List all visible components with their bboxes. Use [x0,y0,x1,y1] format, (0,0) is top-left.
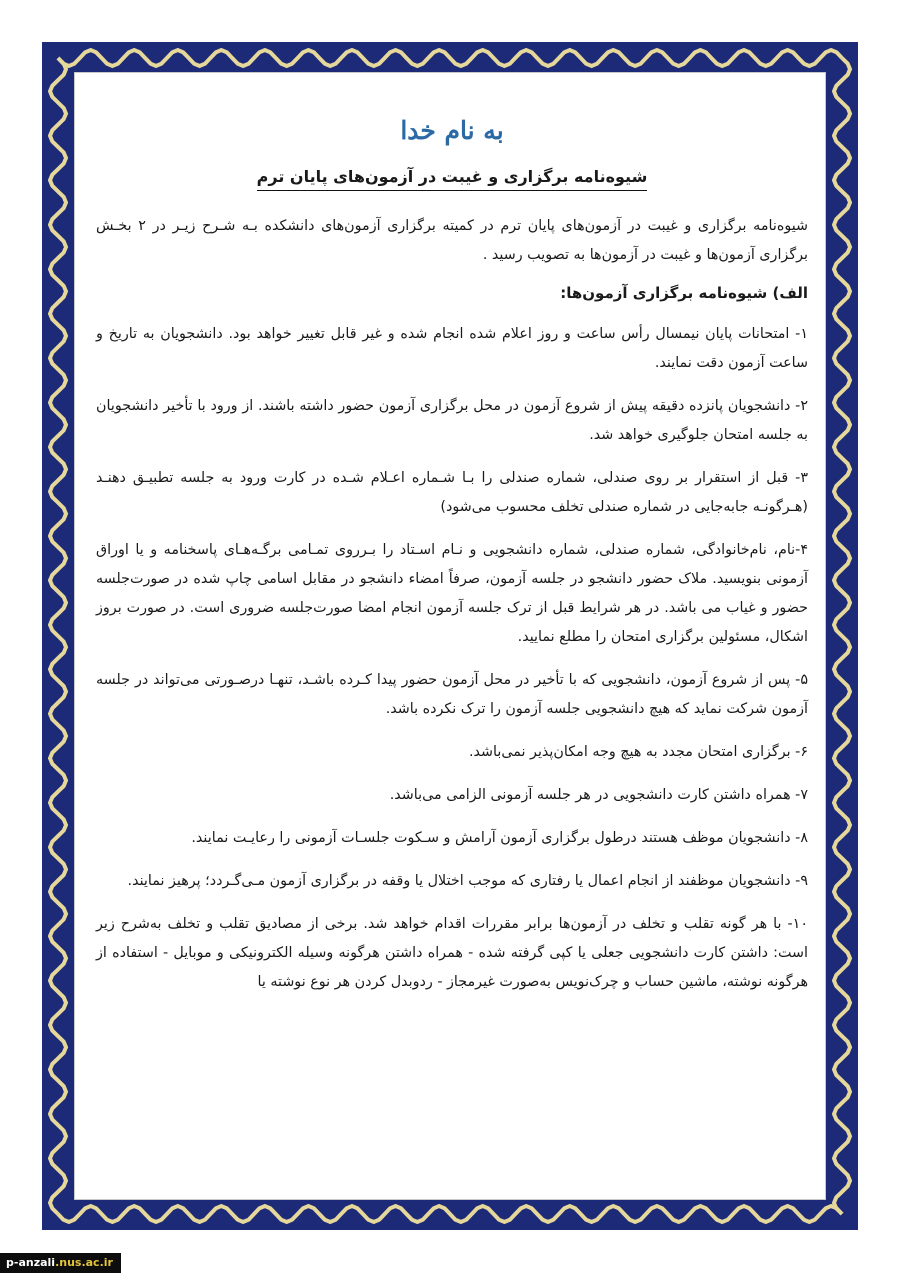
document-content [96,92,808,1011]
bismillah-heading: به نام خدا [400,116,504,145]
rule-1: ۱- امتحانات پایان نیمسال رأس ساعت و روز اعلام شده انجام شده و غیر قابل تغییر خواهد بود. دانشجویان به تاریخ و ساعت آزمون دقت نمایند. [96,326,808,371]
site-watermark [0,1253,121,1273]
rule-3: ۳- قبل از استقرار بر روی صندلی، شماره صندلی را بـا شـماره اعـلام شـده در کارت ورود به جلسه تطبیـق دهنـد (هـرگونـه جابه‌جایی در شماره صندلی تخلف محسوب می‌شود) [96,470,808,515]
rule-2: ۲- دانشجویان پانزده دقیقه پیش از شروع آزمون در محل برگزاری آزمون حضور داشته باشند. از ورود با تأخیر دانشجویان به جلسه امتحان جلوگیری خواهد شد. [96,398,808,443]
rule-6: ۶- برگزاری امتحان مجدد به هیچ وجه امکان‌پذیر نمی‌باشد. [468,744,808,760]
rule-5: ۵- پس از شروع آزمون، دانشجویی که با تأخیر در محل آزمون حضور پیدا کـرده باشـد، تنهـا درصـورتی می‌تواند در جلسه آزمون شرکت نماید که هیچ دانشجویی جلسه آزمون را ترک نکرده باشد. [96,672,808,717]
border-wave [50,58,66,1214]
rule-8: ۸- دانشجویان موظف هستند درطول برگزاری آزمون آرامش و سـکوت جلسـات آزمونی را رعایـت نمایند. [191,830,808,846]
site-suffix: .nus.ac.ir [55,1256,113,1269]
border-wave [834,58,850,1214]
rule-4: ۴-نام، نام‌خانوادگی، شماره صندلی، شماره دانشجویی و نـام اسـتاد را بـرروی تمـامی برگـه‌هـای پاسخنامه و یا اوراق آزمونی بنویسید. ملاک حضور دانشجو در جلسه آزمون، صرفاً امضاء دانشجو در مقابل اسامی چاپ شده در صورت‌جلسه حضور و غیاب می باشد. در هر شرایط قبل از ترک جلسه آزمون انجام امضا صورت‌جلسه ضروری است. در صورت بروز اشکال، مسئولین برگزاری امتحان را مطلع نمایید. [96,542,808,645]
intro-paragraph: شیوه‌نامه برگزاری و غیبت در آزمون‌های پایان ترم در کمیته برگزاری آزمون‌های دانشکده بـه شـرح زیـر در ۲ بخـش برگزاری آزمون‌ها و غیبت در آزمون‌ها به تصویب رسید . [96,218,808,263]
rule-9: ۹- دانشجویان موظفند از انجام اعمال یا رفتاری که موجب اختلال یا وقفه در برگزاری آزمون مـی‌گـردد؛ پرهیز نمایند. [127,873,808,889]
rule-10: ۱۰- با هر گونه تقلب و تخلف در آزمون‌ها برابر مقررات اقدام خواهد شد. برخی از مصادیق تقلب و تخلف به‌شرح زیر است: داشتن کارت دانشجویی جعلی یا کپی گرفته شده - همراه داشتن هرگونه وسیله الکترونیکی و موبایل - استفاده از هرگونه نوشته، ماشین حساب و چرک‌نویس به‌صورت غیرمجاز - ردوبدل کردن هر نوع نوشته یا [96,916,808,990]
page-title [96,167,808,186]
site-prefix: p-anzali [6,1256,56,1269]
section-heading-a: الف) شیوه‌نامه برگزاری آزمون‌ها: [560,284,808,302]
border-wave [58,1206,842,1222]
page-title-text: شیوه‌نامه برگزاری و غیبت در آزمون‌های پایان ترم [257,167,648,191]
border-wave [58,50,842,66]
rule-7: ۷- همراه داشتن کارت دانشجویی در هر جلسه آزمونی الزامی می‌باشد. [389,787,808,803]
